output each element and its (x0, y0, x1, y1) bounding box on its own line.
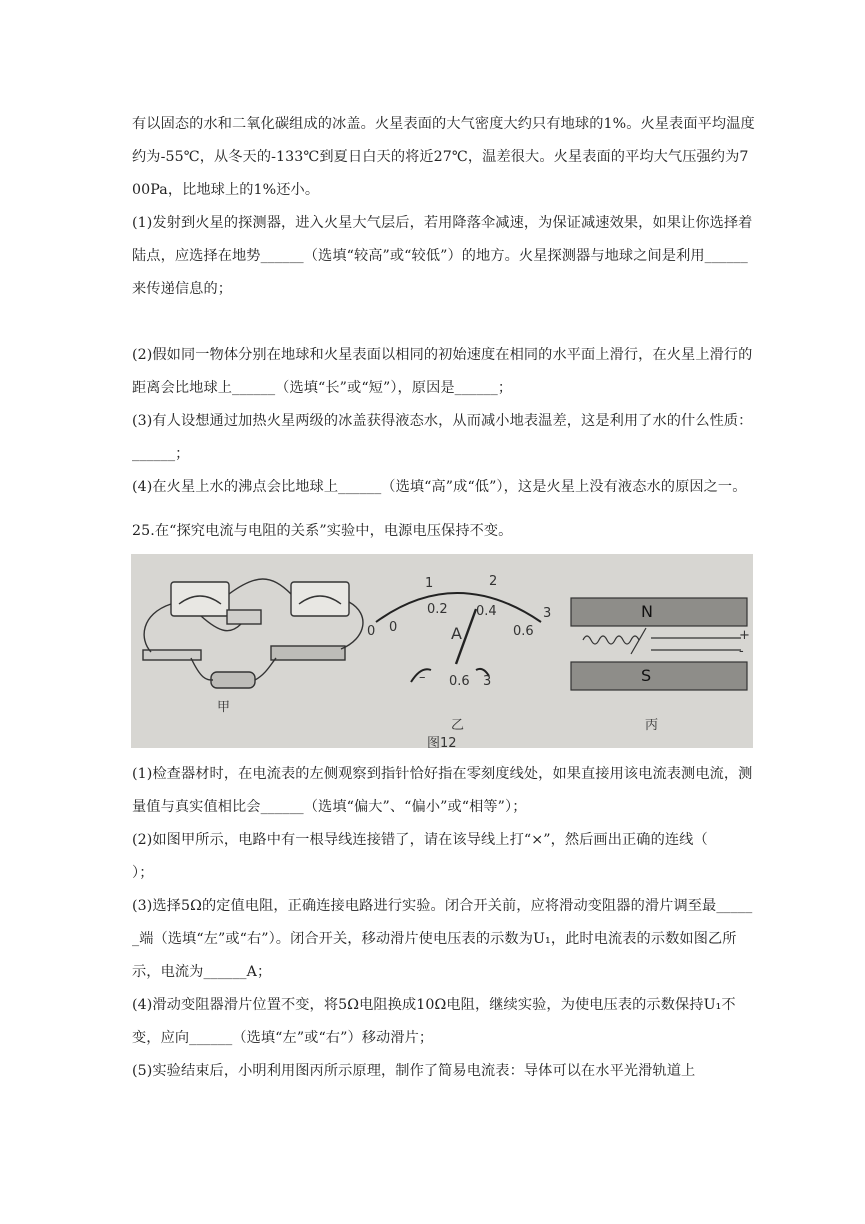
wire (229, 579, 291, 594)
ammeter-box (291, 582, 349, 616)
magnet-n-label: N (641, 602, 653, 621)
question-25-2: (2)如图甲所示，电路中有一根导线连接错了，请在该导线上打“×”，然后画出正确的连线（ ）； (132, 832, 751, 881)
magnet-south (571, 662, 747, 690)
scale-top-0: 0 (367, 624, 376, 639)
scale-bottom-0: 0 (389, 620, 398, 635)
scale-bottom-3: 0.6 (513, 624, 534, 639)
dial-arc (376, 593, 541, 622)
rheostat (271, 646, 345, 660)
question-25-3: (3)选择5Ω的定值电阻，正确连接电路进行实验。闭合开关前，应将滑动变阻器的滑片调至最______端（选填“左”或“右”）。闭合开关，移动滑片使电压表的示数为U₁，此时电流表的示数如图乙所示，电流为______A； (132, 898, 753, 980)
question-24-1: (1)发射到火星的探测器，进入火星大气层后，若用降落伞减速，为保证减速效果，如果让你选择着陆点，应选择在地势______（选填“较高”或“较低”）的地方。火星探测器与地球之间是利用______来传递信息的； (132, 215, 753, 297)
label-bing: 丙 (645, 718, 659, 733)
scale-top-1: 1 (425, 576, 434, 591)
plus-label: + (739, 628, 750, 643)
conductor (631, 628, 646, 654)
figure-12-drawing (131, 554, 753, 748)
scale-top-2: 2 (489, 574, 498, 589)
terminal-label-0-6: 0.6 (449, 674, 470, 689)
scale-bottom-2: 0.4 (476, 604, 497, 619)
magnet-s-label: S (641, 666, 652, 685)
battery (211, 672, 255, 688)
question-25-1: (1)检查器材时，在电流表的左侧观察到指针恰好指在零刻度线处，如果直接用该电流表测电流，测量值与真实值相比会______（选填“偏大”、“偏小”或“相等”）； (132, 766, 753, 815)
label-yi: 乙 (451, 718, 465, 733)
scale-top-3: 3 (543, 606, 552, 621)
spring (583, 636, 639, 644)
magnet-north (571, 598, 747, 626)
paragraph-mars-intro: 有以固态的水和二氧化碳组成的冰盖。火星表面的大气密度大约只有地球的1%。火星表面平均温度约为-55℃，从冬天的-133℃到夏日白天的将近27℃，温差很大。火星表面的平均大气压强约为700Pa，比地球上的1%还小。 (132, 116, 755, 198)
meter-letter: A (451, 624, 462, 643)
figure-12 (131, 554, 753, 748)
question-24-3: (3)有人设想通过加热火星两级的冰盖获得液态水，从而减小地表温差，这是利用了水的什么性质：______； (132, 413, 753, 462)
terminal-label-minus: – (419, 670, 426, 685)
wire (255, 658, 276, 680)
terminal-label-3: 3 (483, 674, 492, 689)
figure-caption: 图12 (427, 736, 457, 748)
label-jia: 甲 (217, 700, 231, 715)
switch (143, 650, 201, 660)
voltmeter-box (171, 582, 229, 616)
question-25-5: (5)实验结束后，小明利用图丙所示原理，制作了简易电流表：导体可以在水平光滑轨道上 (132, 1063, 696, 1079)
question-24-4: (4)在火星上水的沸点会比地球上______（选填“高”成“低”），这是火星上没有液态水的原因之一。 (132, 479, 747, 495)
wire (191, 658, 213, 680)
wire (144, 604, 171, 652)
question-24-2: (2)假如同一物体分别在地球和火星表面以相同的初始速度在相同的水平面上滑行，在火星上滑行的距离会比地球上______（选填“长”或“短”），原因是______； (132, 347, 753, 396)
resistor (227, 610, 261, 624)
circuit-diagram (143, 579, 363, 688)
magnet-diagram (571, 598, 747, 690)
minus-label: - (739, 644, 744, 659)
scale-bottom-1: 0.2 (427, 602, 448, 617)
question-25-4: (4)滑动变阻器滑片位置不变，将5Ω电阻换成10Ω电阻，继续实验，为使电压表的示数保持U₁不变，应向______（选填“左”或“右”）移动滑片； (132, 997, 736, 1046)
question-25-stem: 25.在“探究电流与电阻的关系”实验中，电源电压保持不变。 (132, 523, 513, 539)
